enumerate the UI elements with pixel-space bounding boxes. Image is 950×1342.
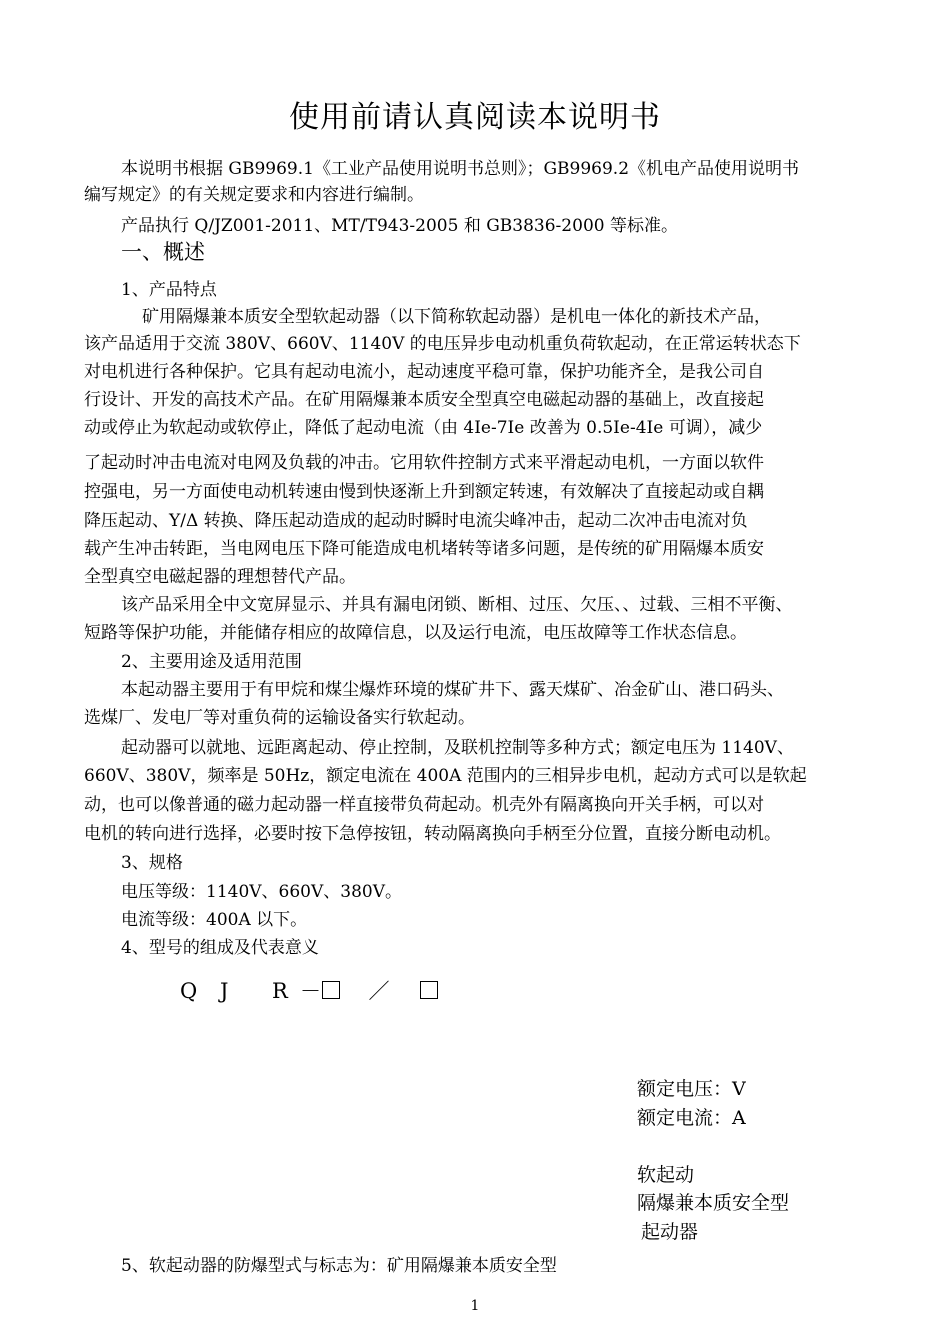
subheading-model: 4、型号的组成及代表意义 (121, 938, 319, 958)
protection-line-1: 该产品采用全中文宽屏显示、并具有漏电闭锁、断相、过压、欠压、、过载、三相不平衡、 (121, 595, 793, 615)
features-line-4: 行设计、开发的高技术产品。在矿用隔爆兼本质安全型真空电磁起动器的基础上，改直接起 (84, 390, 764, 410)
spec-voltage: 电压等级：1140V、660V、380V。 (121, 882, 402, 902)
intro-line-2: 编写规定》的有关规定要求和内容进行编制。 (84, 185, 424, 205)
features-line-1: 矿用隔爆兼本质安全型软起动器（以下简称软起动器）是机电一体化的新技术产品， (142, 307, 771, 327)
subheading-spec: 3、规格 (121, 853, 183, 873)
protection-line-2: 短路等保护功能，并能储存相应的故障信息，以及运行电流，电压故障等工作状态信息。 (84, 623, 747, 643)
intro-line-1: 本说明书根据 GB9969.1《工业产品使用说明书总则》；GB9969.2《机电产品使用说明书 (121, 159, 800, 179)
model-dash: － (300, 979, 321, 1003)
features-line-9: 载产生冲击转距，当电网电压下降可能造成电机堵转等诸多问题，是传统的矿用隔爆本质安 (84, 539, 764, 559)
features-line-7: 控强电，另一方面使电动机转速由慢到快逐渐上升到额定转速，有效解决了直接起动或自耦 (84, 482, 764, 502)
features-line-3: 对电机进行各种保护。它具有起动电流小，起动速度平稳可靠，保护功能齐全，是我公司自 (84, 362, 764, 382)
features-line-6: 了起动时冲击电流对电网及负载的冲击。它用软件控制方式来平滑起动电机，一方面以软件 (84, 453, 764, 473)
subheading-usage: 2、主要用途及适用范围 (121, 652, 302, 672)
features-line-2: 该产品适用于交流 380V、660V、1140V 的电压异步电动机重负荷软起动，在正常运转状态下 (84, 334, 801, 354)
legend-rated-current: 额定电流：A (637, 1107, 746, 1129)
features-line-10: 全型真空电磁起器的理想替代产品。 (84, 567, 356, 587)
section-1-heading: 一、概述 (121, 240, 205, 264)
control-line-3: 动，也可以像普通的磁力起动器一样直接带负荷起动。机壳外有隔离换向开关手柄，可以对 (84, 795, 764, 815)
page-title: 使用前请认真阅读本说明书 (289, 100, 661, 135)
model-slash: ／ (368, 979, 390, 1003)
usage-line-2: 选煤厂、发电厂等对重负荷的运输设备实行软起动。 (84, 708, 475, 728)
control-line-2: 660V、380V，频率是 50Hz，额定电流在 400A 范围内的三相异步电机，起动方式可以是软起 (84, 766, 807, 786)
control-line-4: 电机的转向进行选择，必要时按下急停按钮，转动隔离换向手柄至分位置，直接分断电动机。 (84, 824, 781, 844)
model-letter-q: Q (180, 979, 198, 1003)
intro-line-3: 产品执行 Q/JZ001-2011、MT/T943-2005 和 GB3836-2000 等标准。 (121, 216, 678, 236)
subheading-features: 1、产品特点 (121, 280, 217, 300)
spec-current: 电流等级：400A 以下。 (121, 910, 308, 930)
subheading-explosion-mark: 5、软起动器的防爆型式与标志为：矿用隔爆兼本质安全型 (121, 1256, 557, 1276)
legend-rated-voltage: 额定电压：V (637, 1078, 746, 1100)
legend-starter: 起动器 (641, 1221, 699, 1243)
model-letter-j: J (220, 979, 229, 1003)
features-line-5: 动或停止为软起动或软停止，降低了起动电流（由 4Ie-7Ie 改善为 0.5Ie-4Ie 可调），减少 (84, 418, 763, 438)
page-number: 1 (470, 1298, 480, 1314)
legend-soft-start: 软起动 (637, 1164, 695, 1186)
model-letter-r: R (272, 979, 288, 1003)
features-line-8: 降压起动、Y/Δ 转换、降压起动造成的起动时瞬时电流尖峰冲击，起动二次冲击电流对负 (84, 511, 748, 531)
legend-explosion-type: 隔爆兼本质安全型 (637, 1192, 790, 1214)
voltage-placeholder-box (322, 981, 340, 999)
current-placeholder-box (420, 981, 438, 999)
control-line-1: 起动器可以就地、远距离起动、停止控制，及联机控制等多种方式；额定电压为 1140V、 (121, 738, 794, 758)
model-code (180, 975, 438, 1005)
usage-line-1: 本起动器主要用于有甲烷和煤尘爆炸环境的煤矿井下、露天煤矿、冶金矿山、港口码头、 (121, 680, 784, 700)
